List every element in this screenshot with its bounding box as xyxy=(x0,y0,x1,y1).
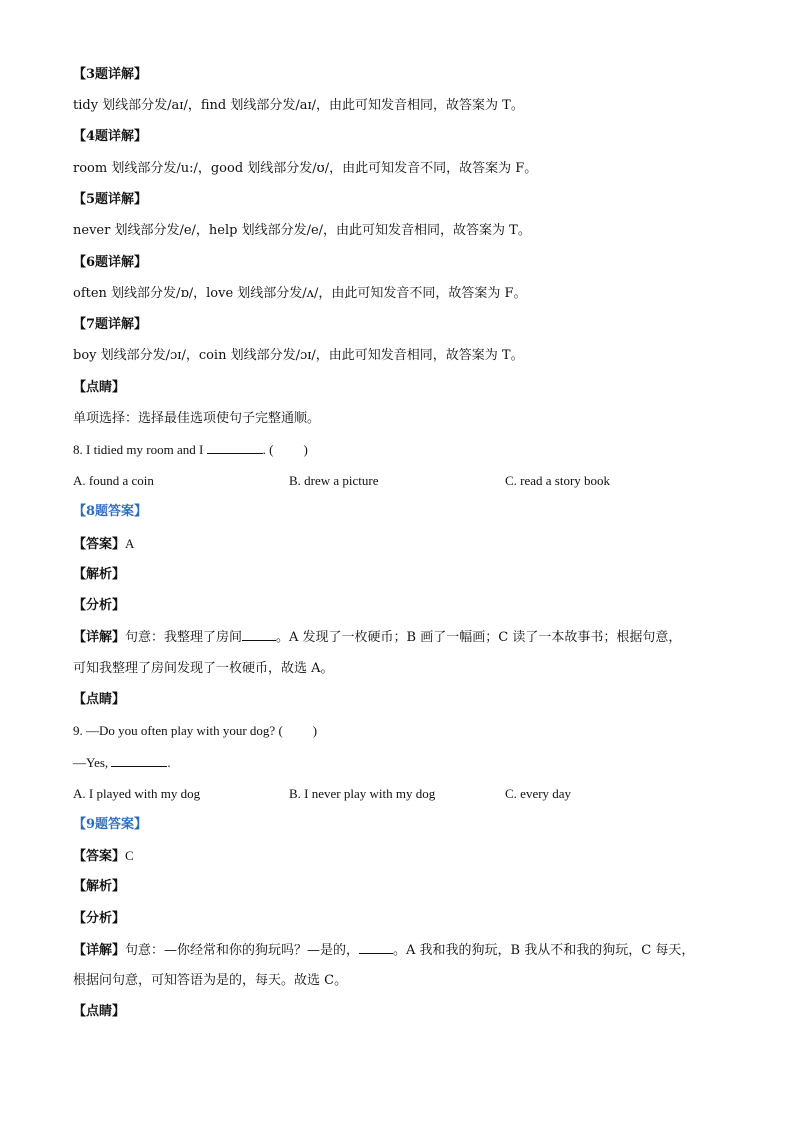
q9-stem xyxy=(73,722,317,740)
q5-heading: 【5题详解】 xyxy=(73,192,148,207)
q8-answer-label: 【答案】 xyxy=(73,537,126,552)
q9-detail-text-1b: 。A 我和我的狗玩，B 我从不和我的狗玩，C 每天， xyxy=(393,943,695,958)
q9-detail-line-2: 根据问句意，可知答语为是的，每天。故选 C。 xyxy=(73,973,348,988)
q4-heading: 【4题详解】 xyxy=(73,129,148,144)
q8-detail-text-1a: 句意：我整理了房间 xyxy=(125,630,243,645)
q8-stem xyxy=(73,441,308,459)
q4-explanation: room 划线部分发/u:/，good 划线部分发/ʊ/，由此可知发音不同，故答案为 F。 xyxy=(73,161,538,176)
q9-stem-close: ) xyxy=(312,723,318,738)
q9-detail-text-1a: 句意：—你经常和你的狗玩吗？—是的， xyxy=(125,943,360,958)
q8-option-c: C. read a story book xyxy=(505,473,611,488)
q9-blank xyxy=(111,754,167,767)
q9-detail-blank xyxy=(359,941,393,954)
q9-answer-value: C xyxy=(125,848,134,863)
q3-heading: 【3题详解】 xyxy=(73,67,148,82)
q3-explanation: tidy 划线部分发/aɪ/，find 划线部分发/aɪ/，由此可知发音相同，故答案为 T。 xyxy=(73,98,524,113)
q7-explanation: boy 划线部分发/ɔɪ/，coin 划线部分发/ɔɪ/，由此可知发音相同，故答案为 T。 xyxy=(73,348,524,363)
q8-detail-line-2: 可知我整理了房间发现了一枚硬币，故选 A。 xyxy=(73,661,334,676)
dianjing-heading: 【点睛】 xyxy=(73,380,126,395)
q9-reply-suffix: . xyxy=(167,755,171,770)
q9-answer-heading: 【9题答案】 xyxy=(73,817,148,832)
q8-stem-suffix: . ( xyxy=(262,442,274,457)
q8-detail-text-1b: 。A 发现了一枚硬币；B 画了一幅画；C 读了一本故事书；根据句意， xyxy=(276,630,682,645)
q8-option-b: B. drew a picture xyxy=(289,473,379,488)
q9-answer xyxy=(73,847,134,866)
q8-option-a: A. found a coin xyxy=(73,473,154,488)
q8-detail-line-1 xyxy=(73,628,681,647)
q8-stem-close: ) xyxy=(303,442,308,457)
q9-dianjing-heading: 【点睛】 xyxy=(73,1004,126,1019)
instruction-text: 单项选择：选择最佳选项使句子完整通顺。 xyxy=(73,411,321,426)
q9-fenxi-heading: 【分析】 xyxy=(73,911,126,926)
q9-detail-label: 【详解】 xyxy=(73,943,126,958)
q8-analysis-heading: 【解析】 xyxy=(73,567,126,582)
q8-fenxi-heading: 【分析】 xyxy=(73,598,126,613)
q8-dianjing-heading: 【点睛】 xyxy=(73,692,126,707)
q8-answer xyxy=(73,535,134,554)
q8-blank xyxy=(207,441,263,454)
q5-explanation: never 划线部分发/e/，help 划线部分发/e/，由此可知发音相同，故答案为 T。 xyxy=(73,223,531,238)
q9-analysis-heading: 【解析】 xyxy=(73,879,126,894)
q6-explanation: often 划线部分发/ɒ/，love 划线部分发/ʌ/，由此可知发音不同，故答案为 F。 xyxy=(73,286,527,301)
q8-detail-blank xyxy=(242,628,276,641)
q9-stem-text: 9. —Do you often play with your dog? ( xyxy=(73,723,283,738)
q8-detail-label: 【详解】 xyxy=(73,630,126,645)
q9-option-a: A. I played with my dog xyxy=(73,786,201,801)
q9-answer-label: 【答案】 xyxy=(73,849,126,864)
q9-option-c: C. every day xyxy=(505,786,572,801)
q6-heading: 【6题详解】 xyxy=(73,255,148,270)
q9-option-b: B. I never play with my dog xyxy=(289,786,436,801)
q8-answer-value: A xyxy=(125,536,135,551)
q9-detail-line-1 xyxy=(73,941,694,960)
q8-answer-heading: 【8题答案】 xyxy=(73,504,148,519)
q9-reply-prefix: —Yes, xyxy=(73,755,109,770)
q9-reply xyxy=(73,754,171,772)
q8-stem-prefix: 8. I tidied my room and I xyxy=(73,442,204,457)
q7-heading: 【7题详解】 xyxy=(73,317,148,332)
